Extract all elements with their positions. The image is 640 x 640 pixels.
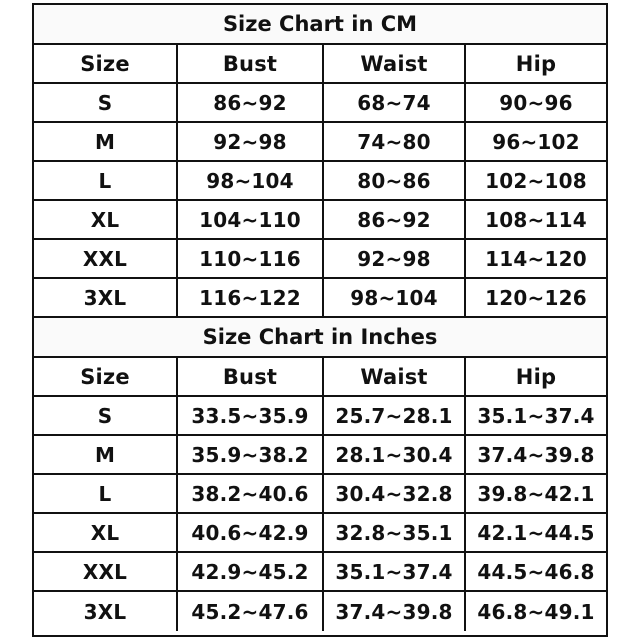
- hip-cell: 37.4~39.8: [477, 442, 595, 467]
- hip-cell: 39.8~42.1: [477, 481, 595, 506]
- table-row: [34, 475, 606, 514]
- waist-cell: 28.1~30.4: [324, 436, 466, 473]
- waist-cell: 68~74: [324, 84, 466, 121]
- waist-cell: 35.1~37.4: [324, 553, 466, 590]
- inch-header-hip: Hip: [515, 364, 557, 389]
- waist-cell: 37.4~39.8: [324, 592, 466, 631]
- bust-cell: 92~98: [178, 123, 324, 160]
- table-row: [34, 592, 606, 631]
- hip-cell: 90~96: [499, 90, 573, 115]
- table-row: [34, 240, 606, 279]
- waist-cell: 98~104: [324, 279, 466, 316]
- size-cell: XXL: [34, 240, 178, 277]
- waist-cell: 32.8~35.1: [324, 514, 466, 551]
- inch-header-waist: Waist: [324, 358, 466, 395]
- size-cell: XL: [34, 201, 178, 238]
- cm-table-title: Size Chart in CM: [34, 5, 606, 45]
- cm-header-bust: Bust: [178, 45, 324, 82]
- bust-cell: 104~110: [178, 201, 324, 238]
- table-row: [34, 84, 606, 123]
- bust-cell: 98~104: [178, 162, 324, 199]
- bust-cell: 42.9~45.2: [178, 553, 324, 590]
- hip-cell: 42.1~44.5: [477, 520, 595, 545]
- size-cell: L: [34, 475, 178, 512]
- waist-cell: 92~98: [324, 240, 466, 277]
- size-cell: XL: [34, 514, 178, 551]
- table-row: [34, 397, 606, 436]
- waist-cell: 25.7~28.1: [324, 397, 466, 434]
- table-row: [34, 201, 606, 240]
- size-cell: 3XL: [34, 279, 178, 316]
- hip-cell: 114~120: [485, 246, 587, 271]
- hip-cell: 102~108: [485, 168, 587, 193]
- size-cell: M: [34, 123, 178, 160]
- bust-cell: 45.2~47.6: [178, 592, 324, 631]
- waist-cell: 80~86: [324, 162, 466, 199]
- inch-header-bust: Bust: [178, 358, 324, 395]
- cm-header-row: [34, 45, 606, 84]
- bust-cell: 110~116: [178, 240, 324, 277]
- waist-cell: 74~80: [324, 123, 466, 160]
- size-cell: M: [34, 436, 178, 473]
- table-row: [34, 553, 606, 592]
- cm-header-hip: Hip: [515, 51, 557, 76]
- cm-header-waist: Waist: [324, 45, 466, 82]
- table-row: [34, 514, 606, 553]
- size-cell: S: [34, 84, 178, 121]
- waist-cell: 86~92: [324, 201, 466, 238]
- cm-header-size: Size: [34, 45, 178, 82]
- bust-cell: 86~92: [178, 84, 324, 121]
- hip-cell: 96~102: [492, 129, 580, 154]
- inch-table-title: Size Chart in Inches: [34, 318, 606, 358]
- hip-cell: 44.5~46.8: [477, 559, 595, 584]
- table-row: [34, 162, 606, 201]
- hip-cell: 120~126: [485, 285, 587, 310]
- bust-cell: 35.9~38.2: [178, 436, 324, 473]
- table-row: [34, 279, 606, 318]
- hip-cell: 108~114: [485, 207, 587, 232]
- inch-header-row: [34, 358, 606, 397]
- waist-cell: 30.4~32.8: [324, 475, 466, 512]
- bust-cell: 33.5~35.9: [178, 397, 324, 434]
- size-cell: S: [34, 397, 178, 434]
- table-row: [34, 436, 606, 475]
- bust-cell: 116~122: [178, 279, 324, 316]
- size-chart: [32, 3, 608, 637]
- hip-cell: 46.8~49.1: [477, 599, 595, 624]
- inch-header-size: Size: [34, 358, 178, 395]
- size-cell: L: [34, 162, 178, 199]
- table-row: [34, 123, 606, 162]
- bust-cell: 38.2~40.6: [178, 475, 324, 512]
- bust-cell: 40.6~42.9: [178, 514, 324, 551]
- size-cell: 3XL: [34, 592, 178, 631]
- size-cell: XXL: [34, 553, 178, 590]
- hip-cell: 35.1~37.4: [477, 403, 595, 428]
